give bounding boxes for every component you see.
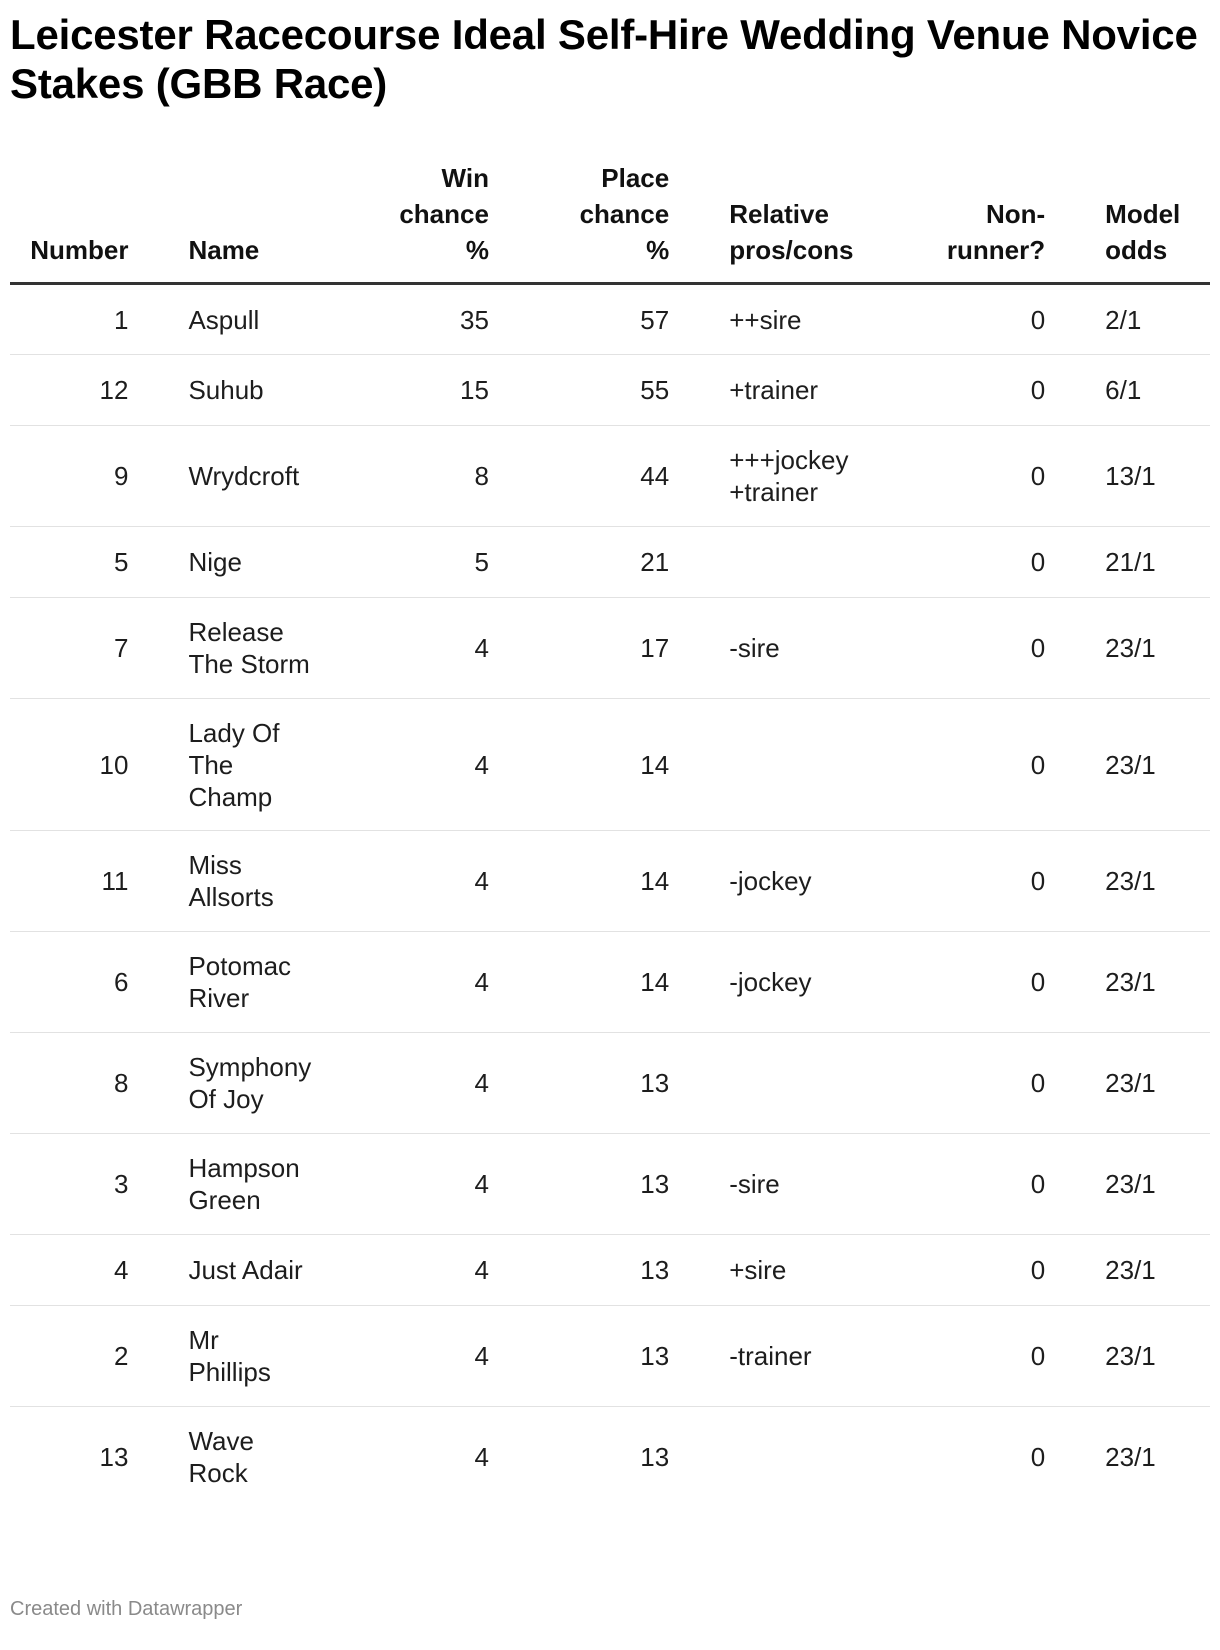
- cell-non-runner: 0: [916, 1134, 1045, 1235]
- cell-name: [128, 1033, 355, 1134]
- cell-name-line: Hampson: [188, 1153, 300, 1183]
- table-row[interactable]: [10, 1306, 1210, 1407]
- header-line: chance: [579, 199, 670, 229]
- header-line: chance: [399, 199, 489, 229]
- cell-pros-cons-line: ++sire: [729, 304, 802, 335]
- cell-pros-cons: [669, 598, 916, 699]
- cell-win-chance: 4: [355, 1306, 489, 1407]
- cell-name-line: Wave: [188, 1426, 254, 1457]
- cell-pros-cons: [669, 932, 916, 1033]
- cell-pros-cons: [669, 284, 916, 355]
- table-row[interactable]: [10, 355, 1210, 426]
- cell-pros-cons: [669, 831, 916, 932]
- cell-place-chance: 13: [640, 1442, 670, 1473]
- cell-win-chance: 4: [355, 1033, 489, 1134]
- cell-place-chance: 13: [489, 1306, 669, 1407]
- header-line: odds: [1105, 235, 1168, 265]
- cell-pros-cons-line: -jockey: [729, 967, 812, 997]
- cell-win-chance: 4: [355, 1235, 489, 1306]
- cell-model-odds: 23/1: [1105, 1442, 1156, 1473]
- cell-number: 8: [10, 1033, 128, 1134]
- cell-number: 11: [10, 831, 128, 932]
- cell-name-line: River: [188, 983, 250, 1013]
- cell-pros-cons-line: +sire: [729, 1255, 787, 1285]
- cell-pros-cons: [669, 1033, 916, 1134]
- cell-pros-cons-line: +trainer: [729, 477, 819, 507]
- table-row[interactable]: [10, 1407, 1210, 1508]
- cell-win-chance: 4: [355, 932, 489, 1033]
- cell-model-odds: 23/1: [1045, 1306, 1210, 1407]
- cell-name-line: Allsorts: [188, 882, 274, 912]
- cell-name: [128, 1407, 355, 1508]
- cell-place-chance: 44: [489, 426, 669, 527]
- cell-name: [128, 527, 355, 598]
- cell-pros-cons-line: +++jockey: [729, 445, 849, 475]
- cell-number: 6: [10, 932, 128, 1033]
- cell-pros-cons-line: -sire: [729, 633, 780, 663]
- cell-name: [128, 284, 355, 355]
- cell-pros-cons-line: -jockey: [729, 866, 812, 896]
- header-name[interactable]: [128, 160, 355, 284]
- cell-name-line: Mr: [188, 1325, 219, 1355]
- page-title: Leicester Racecourse Ideal Self-Hire Wedding Venue Novice Stakes (GBB Race): [10, 11, 1198, 107]
- header-pros-cons[interactable]: [669, 160, 916, 284]
- header-place-chance[interactable]: [489, 160, 669, 284]
- cell-number: 1: [10, 284, 128, 355]
- cell-non-runner: 0: [916, 426, 1045, 527]
- cell-model-odds: 23/1: [1045, 932, 1210, 1033]
- table-row[interactable]: [10, 598, 1210, 699]
- header-line: runner?: [946, 235, 1046, 265]
- cell-number: 9: [10, 426, 128, 527]
- header-line: %: [465, 235, 489, 265]
- cell-name-line: Suhub: [188, 375, 264, 405]
- cell-win-chance: 4: [355, 831, 489, 932]
- cell-pros-cons: [669, 1235, 916, 1306]
- table-header: [10, 160, 1210, 284]
- table-row[interactable]: [10, 1134, 1210, 1235]
- cell-pros-cons: [669, 426, 916, 527]
- cell-non-runner: 0: [916, 831, 1045, 932]
- cell-name-line: Rock: [188, 1458, 248, 1489]
- table-row[interactable]: [10, 1033, 1210, 1134]
- table-row[interactable]: [10, 426, 1210, 527]
- header-line: Name: [188, 235, 260, 265]
- header-non-runner[interactable]: [916, 160, 1045, 284]
- cell-non-runner: 0: [916, 932, 1045, 1033]
- cell-number: 4: [10, 1235, 128, 1306]
- cell-name: [128, 1134, 355, 1235]
- table-row[interactable]: [10, 1235, 1210, 1306]
- cell-name-line: Miss: [188, 850, 242, 880]
- cell-model-odds: 6/1: [1045, 355, 1210, 426]
- header-number[interactable]: [10, 160, 128, 284]
- race-table: [10, 160, 1210, 1508]
- cell-place-chance: 14: [489, 699, 669, 831]
- cell-win-chance: 4: [355, 699, 489, 831]
- cell-name: [128, 1235, 355, 1306]
- header-model-odds[interactable]: [1045, 160, 1210, 284]
- cell-name: [128, 426, 355, 527]
- header-line: Relative: [729, 199, 829, 229]
- cell-place-chance: 57: [489, 284, 669, 355]
- cell-model-odds: 23/1: [1045, 831, 1210, 932]
- cell-non-runner: 0: [916, 699, 1045, 831]
- cell-name: [128, 1306, 355, 1407]
- header-line: %: [646, 235, 670, 265]
- cell-win-chance: 4: [355, 1134, 489, 1235]
- cell-win-chance: 15: [355, 355, 489, 426]
- cell-non-runner: 0: [916, 284, 1045, 355]
- header-line: Model: [1105, 199, 1181, 229]
- cell-pros-cons: [669, 527, 916, 598]
- cell-name-line: Nige: [188, 547, 242, 577]
- footer-credit: Created with Datawrapper: [10, 1598, 243, 1620]
- cell-non-runner: 0: [916, 598, 1045, 699]
- cell-name: [128, 699, 355, 831]
- cell-non-runner: 0: [916, 1235, 1045, 1306]
- header-row: [10, 160, 1210, 284]
- cell-pros-cons: [669, 1134, 916, 1235]
- cell-model-odds: 23/1: [1045, 699, 1210, 831]
- header-line: Win: [441, 163, 489, 193]
- cell-number: 12: [10, 355, 128, 426]
- cell-name-line: Wrydcroft: [188, 461, 300, 491]
- table-row[interactable]: [10, 932, 1210, 1033]
- cell-name-line: Release: [188, 617, 284, 647]
- cell-model-odds: 23/1: [1045, 598, 1210, 699]
- cell-number: 13: [99, 1442, 129, 1473]
- cell-pros-cons: [669, 355, 916, 426]
- cell-name-line: Of Joy: [188, 1084, 264, 1114]
- cell-non-runner: 0: [916, 355, 1045, 426]
- header-line: Number: [30, 235, 129, 265]
- cell-pros-cons-line: -sire: [729, 1169, 780, 1199]
- cell-number: 7: [10, 598, 128, 699]
- header-line: Place: [601, 163, 670, 193]
- cell-place-chance: 13: [489, 1134, 669, 1235]
- cell-name-line: Lady Of: [188, 717, 280, 748]
- cell-place-chance: 55: [489, 355, 669, 426]
- cell-place-chance: 13: [489, 1033, 669, 1134]
- cell-place-chance: 14: [489, 932, 669, 1033]
- cell-number: 3: [10, 1134, 128, 1235]
- cell-model-odds: 21/1: [1045, 527, 1210, 598]
- cell-win-chance: 4: [474, 1442, 489, 1473]
- cell-name-line: Aspull: [188, 304, 260, 335]
- cell-win-chance: 4: [355, 598, 489, 699]
- cell-name-line: The Storm: [188, 649, 310, 679]
- cell-number: 10: [10, 699, 128, 831]
- cell-non-runner: 0: [916, 1306, 1045, 1407]
- cell-name-line: Green: [188, 1185, 261, 1215]
- cell-non-runner: 0: [916, 1033, 1045, 1134]
- cell-name: [128, 355, 355, 426]
- table-row[interactable]: [10, 527, 1210, 598]
- table-body: [10, 284, 1210, 1508]
- cell-model-odds: 13/1: [1045, 426, 1210, 527]
- cell-number: 5: [10, 527, 128, 598]
- cell-place-chance: 13: [489, 1235, 669, 1306]
- cell-win-chance: 5: [355, 527, 489, 598]
- header-line: pros/cons: [729, 235, 854, 265]
- header-line: Non-: [985, 199, 1046, 229]
- cell-model-odds: 23/1: [1045, 1134, 1210, 1235]
- cell-name-line: Champ: [188, 781, 273, 812]
- table-row[interactable]: [10, 284, 1210, 355]
- cell-place-chance: 14: [489, 831, 669, 932]
- cell-win-chance: 8: [355, 426, 489, 527]
- cell-model-odds: 23/1: [1045, 1033, 1210, 1134]
- table-row[interactable]: [10, 699, 1210, 831]
- cell-pros-cons: [669, 1407, 916, 1508]
- cell-name-line: Potomac: [188, 951, 292, 981]
- table-row[interactable]: [10, 831, 1210, 932]
- cell-name: [128, 932, 355, 1033]
- cell-non-runner: 0: [916, 527, 1045, 598]
- cell-place-chance: 21: [489, 527, 669, 598]
- cell-pros-cons: [669, 699, 916, 831]
- cell-name-line: Phillips: [188, 1357, 271, 1387]
- cell-pros-cons-line: +trainer: [729, 375, 819, 405]
- header-win-chance[interactable]: [355, 160, 489, 284]
- cell-name: [128, 598, 355, 699]
- cell-place-chance: 17: [489, 598, 669, 699]
- cell-name-line: Just Adair: [188, 1255, 303, 1285]
- cell-name-line: The: [188, 749, 234, 780]
- cell-pros-cons: [669, 1306, 916, 1407]
- cell-pros-cons-line: -trainer: [729, 1341, 812, 1371]
- cell-model-odds: 2/1: [1045, 284, 1210, 355]
- cell-name: [128, 831, 355, 932]
- cell-name-line: Symphony: [188, 1052, 312, 1082]
- cell-non-runner: 0: [1030, 1442, 1046, 1473]
- cell-win-chance: 35: [355, 284, 489, 355]
- cell-model-odds: 23/1: [1045, 1235, 1210, 1306]
- cell-number: 2: [10, 1306, 128, 1407]
